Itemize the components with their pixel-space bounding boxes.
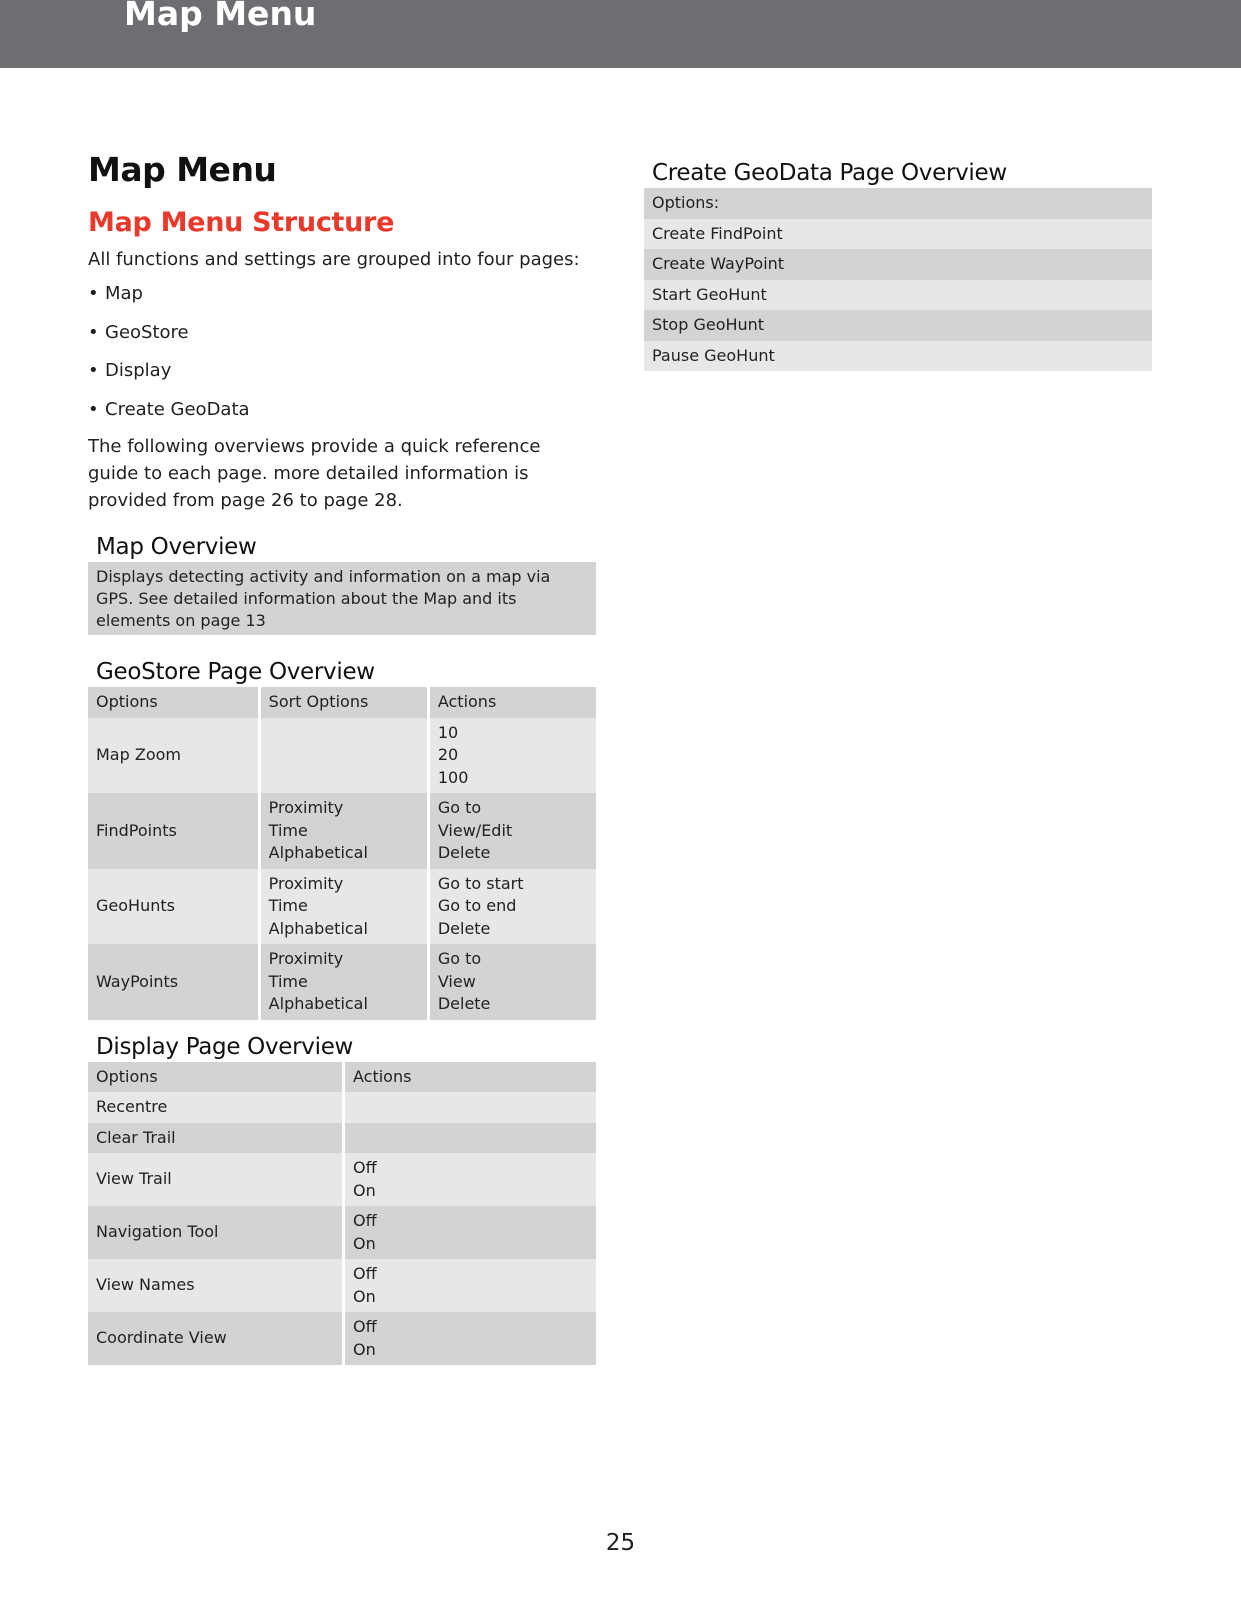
table-row <box>88 1123 596 1154</box>
sort-item: Proximity <box>268 798 344 817</box>
table-header-row <box>88 1062 596 1093</box>
action-item: On <box>353 1339 376 1359</box>
bullet-dot: • <box>88 360 99 381</box>
table-row <box>88 944 596 1020</box>
table-row <box>88 1092 596 1123</box>
geostore-overview-title: GeoStore Page Overview <box>96 659 375 685</box>
section-title-structure: Map Menu Structure <box>88 207 395 238</box>
table-row <box>644 280 1152 311</box>
option-cell: Map Zoom <box>88 718 258 794</box>
actions-cell <box>427 944 596 1020</box>
action-item: 20 <box>437 745 459 764</box>
bullet-dot: • <box>88 398 99 420</box>
action-item: View/Edit <box>437 820 513 840</box>
option-cell: Coordinate View <box>88 1312 342 1365</box>
option-cell: Start GeoHunt <box>644 280 1152 311</box>
option-cell: WayPoints <box>88 944 258 1020</box>
page-title: Map Menu <box>88 150 277 189</box>
bullet-item <box>88 283 596 322</box>
option-cell: View Trail <box>88 1153 342 1206</box>
bullet-dot: • <box>88 283 99 304</box>
table-header-row <box>644 188 1152 219</box>
sort-item: Alphabetical <box>268 994 368 1013</box>
action-item: On <box>353 1233 376 1253</box>
sort-cell <box>258 718 427 794</box>
option-cell: Create WayPoint <box>644 249 1152 280</box>
header-banner <box>0 0 1241 68</box>
table-row <box>88 793 596 869</box>
table-row <box>88 1153 596 1206</box>
option-cell: GeoHunts <box>88 869 258 945</box>
action-item: On <box>353 1180 376 1200</box>
display-overview-section <box>88 1032 596 1366</box>
actions-cell <box>427 793 596 869</box>
table-row <box>644 219 1152 250</box>
pages-bullet-list <box>88 283 596 437</box>
sort-cell <box>258 944 427 1020</box>
action-item: View <box>437 971 476 991</box>
action-item: Go to end <box>437 896 517 915</box>
display-overview-title: Display Page Overview <box>96 1033 354 1060</box>
table-row <box>88 869 596 945</box>
bullet-item <box>88 399 596 438</box>
header-cell: Sort Options <box>258 687 427 718</box>
actions-cell <box>342 1092 596 1123</box>
sort-item: Proximity <box>268 949 344 968</box>
page-number: 25 <box>605 1530 636 1556</box>
bullet-item <box>88 322 596 361</box>
actions-cell <box>342 1259 596 1312</box>
actions-cell <box>427 718 596 794</box>
map-overview-section <box>88 532 596 635</box>
bullet-text: Map <box>105 283 143 304</box>
action-item: Delete <box>437 843 491 862</box>
action-item: Delete <box>437 918 491 938</box>
action-item: Off <box>353 1158 377 1177</box>
option-cell: FindPoints <box>88 793 258 869</box>
right-column <box>644 158 1152 371</box>
sort-item: Alphabetical <box>268 918 368 938</box>
sort-item: Time <box>268 971 308 991</box>
header-cell: Options <box>88 1062 342 1093</box>
bullet-item <box>88 360 596 399</box>
action-item: On <box>353 1286 376 1306</box>
action-item: Delete <box>437 994 491 1013</box>
sort-cell <box>258 869 427 945</box>
sort-item: Time <box>268 820 308 840</box>
sort-item: Proximity <box>268 873 344 893</box>
map-overview-title: Map Overview <box>96 534 257 560</box>
structure-followup: The following overviews provide a quick reference guide to each page. more detailed information is provided from page 26 to page 28. <box>88 436 541 511</box>
action-item: Off <box>353 1264 377 1283</box>
left-column <box>88 150 596 1365</box>
option-cell: Clear Trail <box>88 1123 342 1154</box>
geostore-table <box>88 687 596 1020</box>
option-cell: Stop GeoHunt <box>644 310 1152 341</box>
table-row <box>644 341 1152 372</box>
action-item: 100 <box>437 767 469 787</box>
banner-title: Map Menu <box>124 0 317 33</box>
action-item: Off <box>353 1317 377 1336</box>
option-cell: Pause GeoHunt <box>644 341 1152 372</box>
display-table <box>88 1062 596 1366</box>
actions-cell <box>342 1153 596 1206</box>
table-row <box>644 310 1152 341</box>
bullet-text: Create GeoData <box>105 398 250 420</box>
bullet-text: GeoStore <box>105 321 189 343</box>
option-cell: Recentre <box>88 1092 342 1123</box>
option-cell: Navigation Tool <box>88 1206 342 1259</box>
create-geodata-overview-title: Create GeoData Page Overview <box>652 160 1007 186</box>
table-row <box>88 718 596 794</box>
header-cell: Actions <box>342 1062 596 1093</box>
action-item: Go to start <box>437 873 524 893</box>
option-cell: Create FindPoint <box>644 219 1152 250</box>
actions-cell <box>342 1123 596 1154</box>
actions-cell <box>342 1312 596 1365</box>
action-item: 10 <box>437 722 459 742</box>
map-overview-text: Displays detecting activity and information on a map via GPS. See detailed information about the Map and its elements on page 13 <box>88 562 596 635</box>
table-header-row <box>88 687 596 718</box>
structure-intro: All functions and settings are grouped into four pages: <box>88 249 580 270</box>
table-row <box>88 1259 596 1312</box>
geostore-overview-section <box>88 657 596 1020</box>
actions-cell <box>342 1206 596 1259</box>
header-cell: Actions <box>427 687 596 718</box>
action-item: Go to <box>437 949 482 968</box>
bullet-dot: • <box>88 321 99 343</box>
action-item: Go to <box>437 798 482 817</box>
table-row <box>644 249 1152 280</box>
option-cell: View Names <box>88 1259 342 1312</box>
sort-item: Time <box>268 896 308 915</box>
action-item: Off <box>353 1211 377 1230</box>
actions-cell <box>427 869 596 945</box>
header-cell: Options <box>88 687 258 718</box>
create-geodata-table <box>644 188 1152 371</box>
header-cell: Options: <box>644 188 1152 219</box>
sort-cell <box>258 793 427 869</box>
bullet-text: Display <box>105 360 172 381</box>
table-row <box>88 1312 596 1365</box>
table-row <box>88 1206 596 1259</box>
sort-item: Alphabetical <box>268 843 368 862</box>
